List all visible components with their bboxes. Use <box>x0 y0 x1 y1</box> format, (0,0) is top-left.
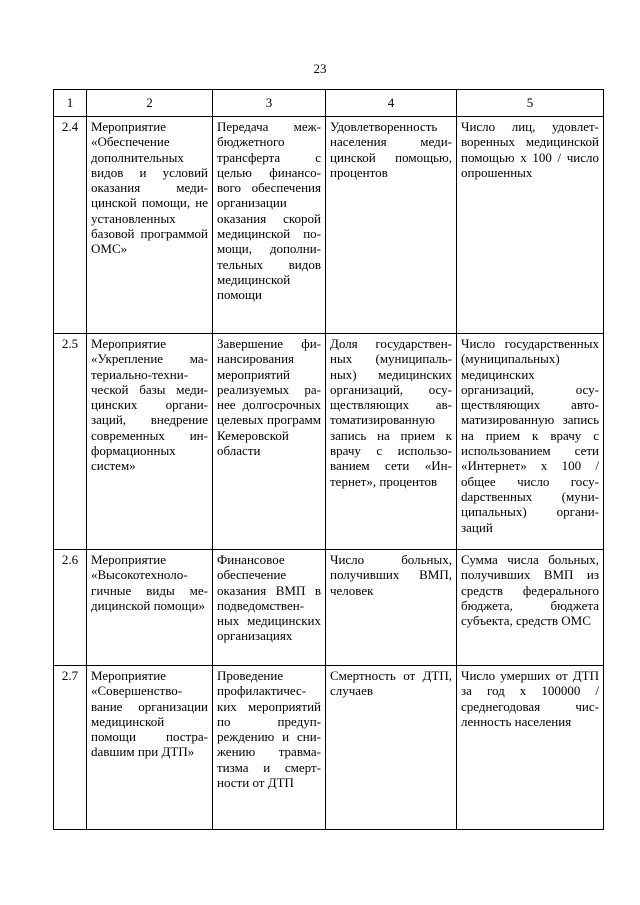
event-cell: Мероприятие «Высокотехнологичные виды медицинской помощи» <box>87 550 213 666</box>
table-row <box>54 666 604 830</box>
formula-cell: Сумма числа больных, получивших ВМП из средств федерального бюджета, бюджета субъекта, средств ОМС <box>457 550 604 666</box>
column-header: 1 <box>54 90 87 117</box>
column-header: 2 <box>87 90 213 117</box>
row-number: 2.6 <box>54 550 87 666</box>
formula-cell: Число умерших от ДТП за год х 100000 / среднегодовая численность населения <box>457 666 604 830</box>
event-cell: Мероприятие «Укрепление материально-технической базы медицинских организаций, внедрение современных информационных систем» <box>87 334 213 550</box>
column-header: 5 <box>457 90 604 117</box>
table-header-row <box>54 90 604 117</box>
indicator-cell: Доля государственных (муниципальных) медицинских организаций, осуществляющих автоматизированную запись на прием к врачу с использованием сети «Интернет», процентов <box>326 334 457 550</box>
table-row <box>54 117 604 334</box>
indicator-cell: Удовлетворенность населения медицинской помощью, процентов <box>326 117 457 334</box>
indicator-cell: Число больных, получивших ВМП, человек <box>326 550 457 666</box>
mechanism-cell: Проведение профилактических мероприятий по предупреждению и снижению травматизма и смертности от ДТП <box>213 666 326 830</box>
row-number: 2.7 <box>54 666 87 830</box>
mechanism-cell: Завершение финансирования мероприятий реализуемых ранее долгосрочных целевых программ Кемеровской области <box>213 334 326 550</box>
column-header: 3 <box>213 90 326 117</box>
event-cell: Мероприятие «Совершенствование организации медицинской помощи постраdавшим при ДТП» <box>87 666 213 830</box>
row-number: 2.5 <box>54 334 87 550</box>
row-number: 2.4 <box>54 117 87 334</box>
event-cell: Мероприятие «Обеспечение дополнительных видов и условий оказания медицинской помощи, не установленных базовой программой ОМС» <box>87 117 213 334</box>
table-row <box>54 550 604 666</box>
formula-cell: Число государственных (муниципальных) медицинских организаций, осуществляющих автоматизированную запись на прием к врачу с использованием сети «Интернет» х 100 / общее число госуdарственных (муниципальных) организаций <box>457 334 604 550</box>
measures-table <box>53 89 604 830</box>
page-number: 23 <box>313 61 327 76</box>
mechanism-cell: Передача межбюджетного трансферта с целью финансового обеспечения организации оказания скорой медицинской помощи, дополнительных видов медицинской помощи <box>213 117 326 334</box>
indicator-cell: Смертность от ДТП, случаев <box>326 666 457 830</box>
table-row <box>54 334 604 550</box>
mechanism-cell: Финансовое обеспечение оказания ВМП в подведомственных медицинских организациях <box>213 550 326 666</box>
formula-cell: Число лиц, удовлетворенных медицинской помощью х 100 / число опрошенных <box>457 117 604 334</box>
column-header: 4 <box>326 90 457 117</box>
